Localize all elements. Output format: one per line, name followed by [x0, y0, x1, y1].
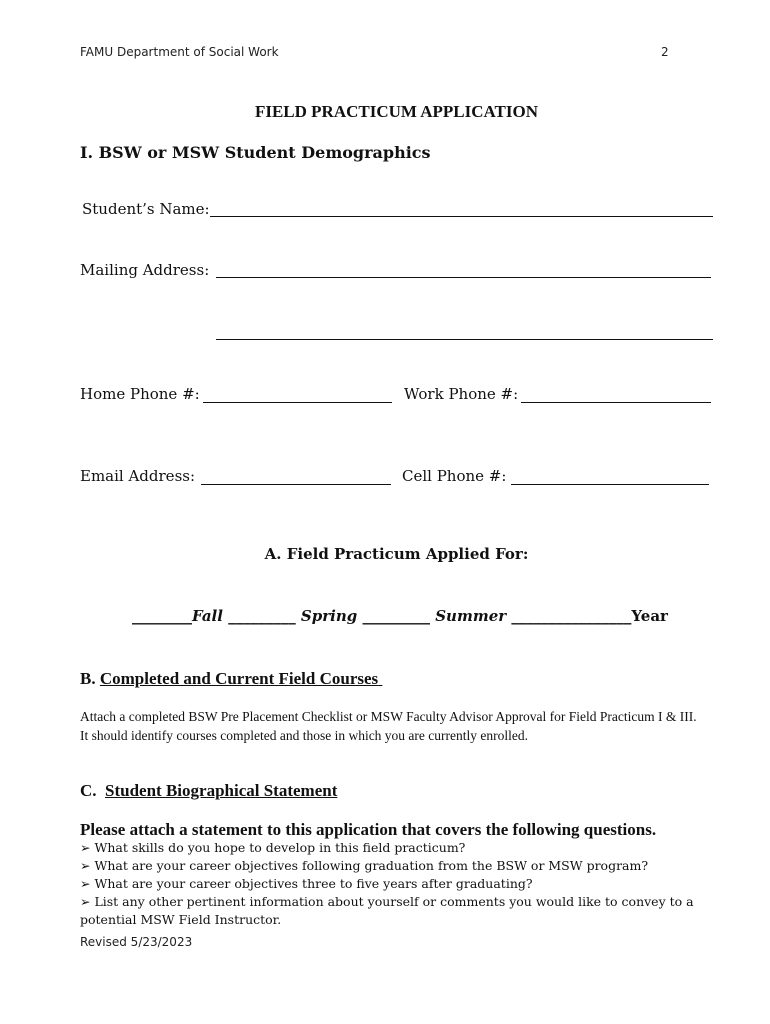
arrow-bullet-icon: ➢: [80, 894, 91, 909]
question-item: ➢ List any other pertinent information about yourself or comments you would like to convey to a: [80, 894, 694, 909]
mailing-address-label: Mailing Address:: [80, 261, 210, 279]
year-blank[interactable]: ________________: [511, 607, 632, 625]
mailing-address-field-line2[interactable]: [216, 339, 713, 340]
page-number: 2: [661, 45, 669, 59]
question-item: ➢ What skills do you hope to develop in this field practicum?: [80, 840, 466, 855]
work-phone-label: Work Phone #:: [404, 385, 519, 403]
home-phone-label: Home Phone #:: [80, 385, 200, 403]
question-item: ➢ What are your career objectives three to five years after graduating?: [80, 876, 533, 891]
page-header-title: FAMU Department of Social Work: [80, 45, 279, 59]
student-name-field[interactable]: [210, 216, 713, 217]
work-phone-field[interactable]: [521, 402, 711, 403]
summer-blank[interactable]: _________: [362, 607, 430, 625]
cell-phone-field[interactable]: [511, 484, 709, 485]
term-fall: Fall: [192, 607, 223, 625]
bio-statement-instruction: Please attach a statement to this application that covers the following questions.: [80, 820, 657, 839]
section-field-courses-heading: [80, 669, 382, 689]
mailing-address-field-line1[interactable]: [216, 277, 711, 278]
spring-blank[interactable]: _________: [228, 607, 296, 625]
section-bio-statement-heading: [80, 781, 337, 801]
cell-phone-label: Cell Phone #:: [402, 467, 507, 485]
arrow-bullet-icon: ➢: [80, 858, 91, 873]
term-spring: Spring: [300, 607, 358, 625]
form-title: FIELD PRACTICUM APPLICATION: [254, 102, 539, 121]
section-b-title: Completed and Current Field Courses: [99, 669, 379, 688]
field-courses-instructions: Attach a completed BSW Pre Placement Checklist or MSW Faculty Advisor Approval for Field Practicum I & III. It should identify courses completed and those in which you are currently enrolled.: [80, 709, 697, 743]
term-selection-row: [132, 607, 668, 625]
section-c-title: Student Biographical Statement: [105, 781, 338, 800]
revised-date: Revised 5/23/2023: [80, 935, 193, 949]
section-applied-for-heading: A. Field Practicum Applied For:: [264, 545, 529, 563]
section-b-prefix: B.: [80, 669, 96, 688]
arrow-bullet-icon: ➢: [80, 840, 91, 855]
email-field[interactable]: [201, 484, 391, 485]
email-label: Email Address:: [80, 467, 196, 485]
arrow-bullet-icon: ➢: [80, 876, 91, 891]
section-demographics-heading: I. BSW or MSW Student Demographics: [80, 143, 431, 162]
student-name-label: Student’s Name:: [82, 200, 210, 218]
question-item: ➢ What are your career objectives following graduation from the BSW or MSW program?: [80, 858, 649, 873]
home-phone-field[interactable]: [203, 402, 392, 403]
term-year: Year: [631, 607, 668, 625]
term-summer: Summer: [435, 607, 507, 625]
fall-blank[interactable]: ________: [132, 607, 192, 625]
section-c-prefix: C.: [80, 781, 97, 800]
question-continuation: potential MSW Field Instructor.: [80, 912, 282, 927]
